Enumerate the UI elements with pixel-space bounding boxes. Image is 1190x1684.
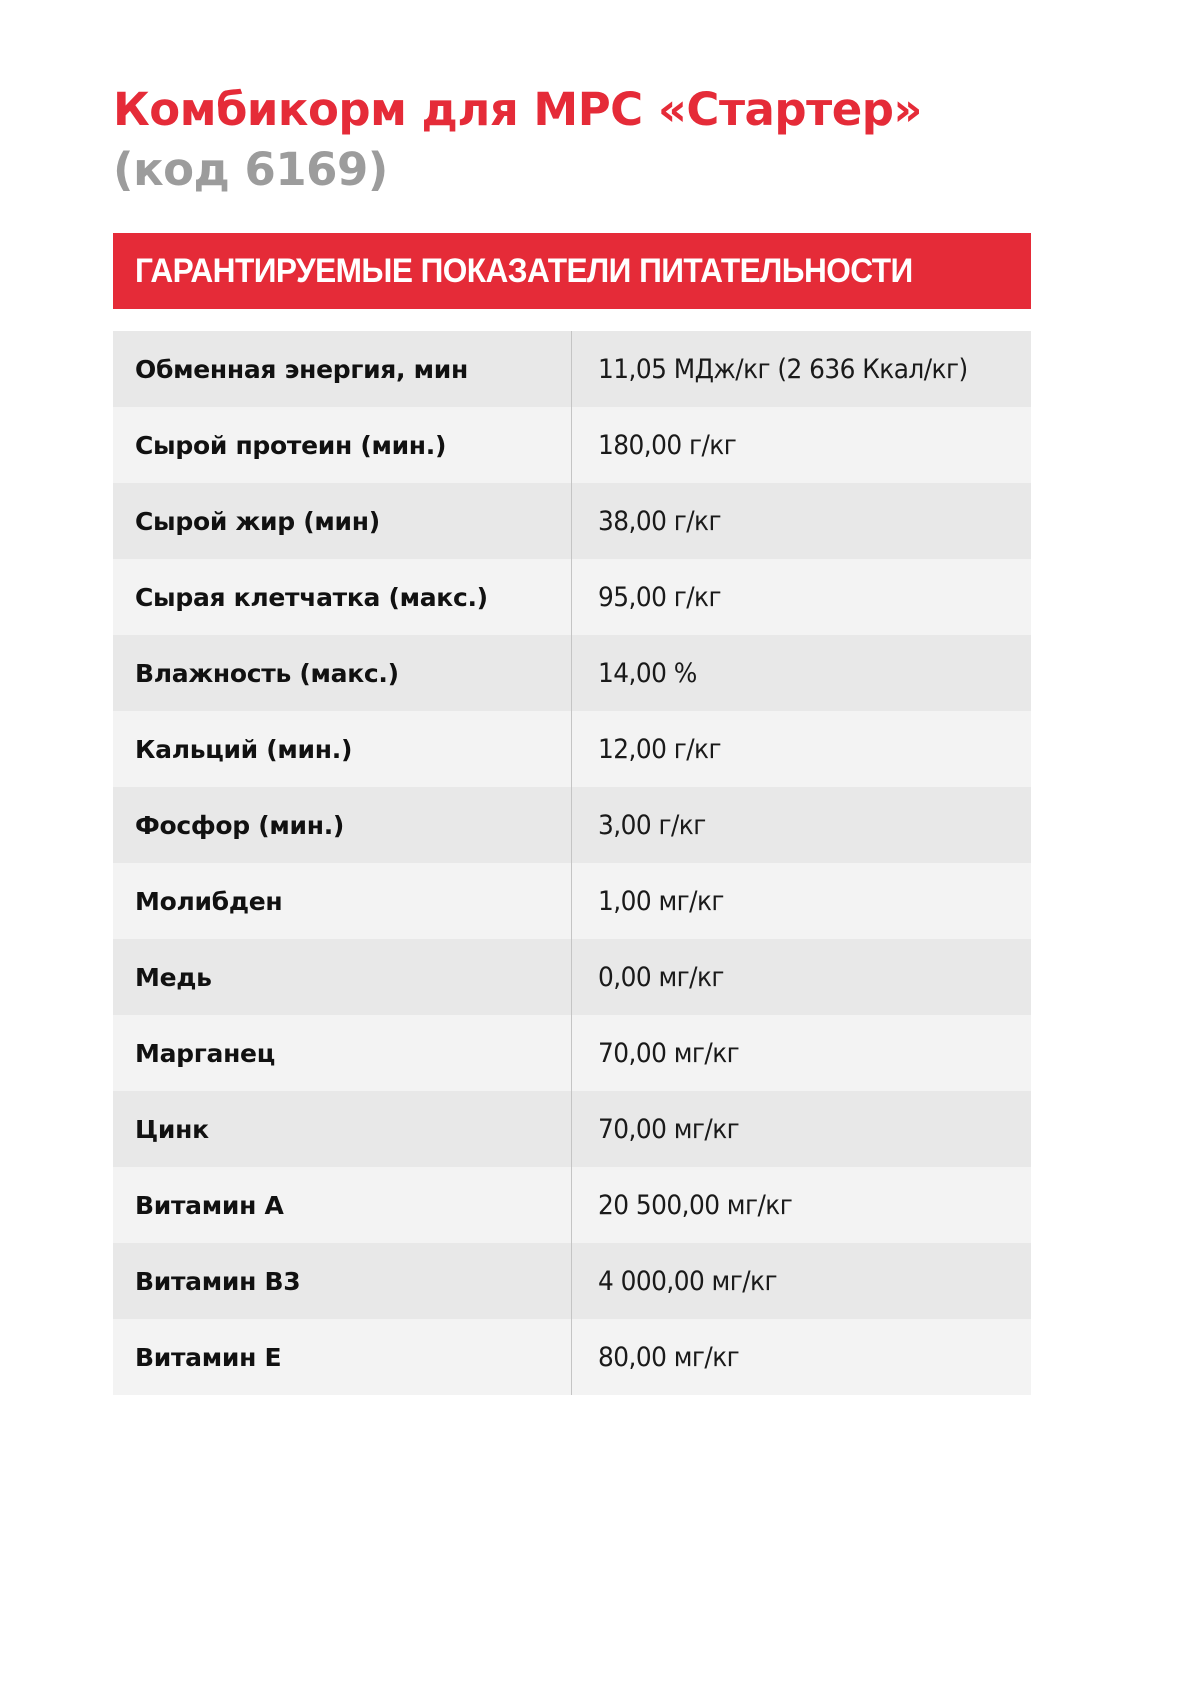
- table-row: [113, 863, 1031, 939]
- row-value: [572, 863, 1031, 939]
- table-row: [113, 1243, 1031, 1319]
- row-value: [572, 407, 1031, 483]
- row-label: Фосфор (мин.): [113, 787, 572, 863]
- row-value: [572, 559, 1031, 635]
- table-row: [113, 939, 1031, 1015]
- row-value-text: 70,00 мг/кг: [598, 1037, 740, 1069]
- table-row: [113, 1091, 1031, 1167]
- table-row: [113, 331, 1031, 407]
- table-row: [113, 711, 1031, 787]
- row-label: Сырая клетчатка (макс.): [113, 559, 572, 635]
- row-value: [572, 939, 1031, 1015]
- row-label: Витамин В3: [113, 1243, 572, 1319]
- row-value-text: 0,00 мг/кг: [598, 961, 724, 993]
- row-value: [572, 711, 1031, 787]
- row-label: Обменная энергия, мин: [113, 331, 572, 407]
- table-row: [113, 1167, 1031, 1243]
- product-code: (код 6169): [113, 143, 388, 196]
- product-name: Комбикорм для МРС «Стартер»: [113, 83, 923, 136]
- row-value-text: 4 000,00 мг/кг: [598, 1265, 777, 1297]
- table-row: [113, 1319, 1031, 1395]
- row-value: [572, 1167, 1031, 1243]
- row-value: [572, 787, 1031, 863]
- row-value-text: 70,00 мг/кг: [598, 1113, 740, 1145]
- row-value-text: 14,00 %: [598, 657, 697, 689]
- row-value: [572, 1091, 1031, 1167]
- row-value-text: 80,00 мг/кг: [598, 1341, 740, 1373]
- row-value-text: 12,00 г/кг: [598, 733, 721, 765]
- section-banner: [113, 233, 1031, 309]
- row-value: [572, 483, 1031, 559]
- row-label: Кальций (мин.): [113, 711, 572, 787]
- section-title: ГАРАНТИРУЕМЫЕ ПОКАЗАТЕЛИ ПИТАТЕЛЬНОСТИ: [135, 251, 913, 290]
- row-label: Сырой протеин (мин.): [113, 407, 572, 483]
- nutrition-table: [113, 331, 1031, 1395]
- table-row: [113, 1015, 1031, 1091]
- row-label: Медь: [113, 939, 572, 1015]
- row-label: Витамин А: [113, 1167, 572, 1243]
- table-row: [113, 787, 1031, 863]
- table-row: [113, 407, 1031, 483]
- row-value: [572, 331, 1031, 407]
- row-label: Цинк: [113, 1091, 572, 1167]
- row-label: Влажность (макс.): [113, 635, 572, 711]
- row-value: [572, 1243, 1031, 1319]
- row-label: Молибден: [113, 863, 572, 939]
- row-value-text: 3,00 г/кг: [598, 809, 706, 841]
- table-row: [113, 559, 1031, 635]
- row-value-text: 20 500,00 мг/кг: [598, 1189, 793, 1221]
- row-label: Марганец: [113, 1015, 572, 1091]
- row-value: [572, 635, 1031, 711]
- row-label: Витамин Е: [113, 1319, 572, 1395]
- table-row: [113, 635, 1031, 711]
- row-value: [572, 1015, 1031, 1091]
- row-label: Сырой жир (мин): [113, 483, 572, 559]
- table-row: [113, 483, 1031, 559]
- row-value-text: 95,00 г/кг: [598, 581, 721, 613]
- row-value-text: 11,05 МДж/кг (2 636 Ккал/кг): [598, 353, 968, 385]
- row-value-text: 1,00 мг/кг: [598, 885, 724, 917]
- row-value-text: 180,00 г/кг: [598, 429, 737, 461]
- page-title: [113, 80, 922, 200]
- row-value: [572, 1319, 1031, 1395]
- row-value-text: 38,00 г/кг: [598, 505, 721, 537]
